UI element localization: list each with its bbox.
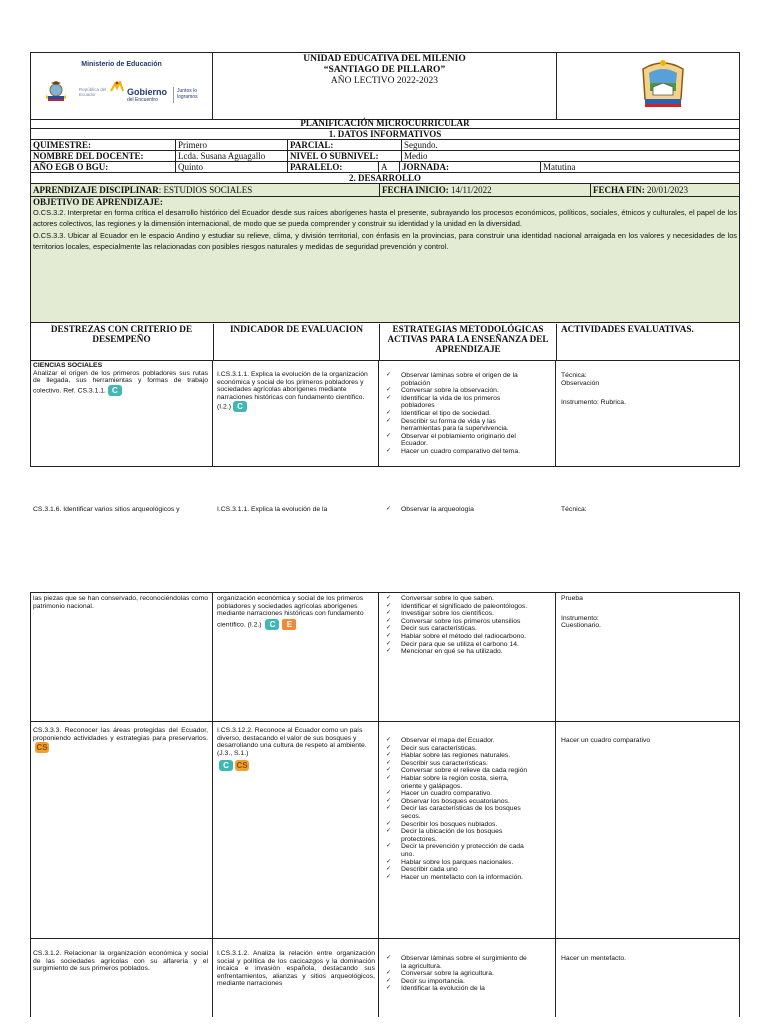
table-row-3-actividades: Hacer un cuadro comparativo [561,737,651,744]
column-divider [555,593,556,1017]
fecha-inicio-label: FECHA INICIO: [382,185,449,195]
criterion-c-icon: C [265,619,279,630]
section-development: 2. DESARROLLO [31,173,739,184]
government-name: Gobierno [127,87,167,97]
table-row-1-destreza [33,362,208,396]
objective-1: O.CS.3.2. Interpretar en forma crítica el desarrollo histórico del Ecuador desde sus raíces aborígenes hasta el presente, subrayando los procesos económicos, políticos, sociales, étnicos y culturales, el papel de los actores colectivos, las regiones y la dimensión internacional, de modo que se pueda comprender y construir su identidad y la unidad en la diversidad. [33,208,737,229]
quimestre-value: Primero [175,140,289,150]
table-row-2-actividades-start: Técnica: [561,506,587,513]
table-row-2-destreza: las piezas que se han conservado, reconociéndolas como patrimonio nacional. [33,595,208,610]
list-item: ✓ Observar la arqueología [381,506,531,514]
row-divider [31,938,739,939]
list-item: ✓ Decir para que se utiliza el carbono 14. [381,641,531,649]
page-2 [30,592,740,1017]
logo-separator [173,87,174,103]
table-row-1-actividades [561,372,731,407]
criterion-c-icon: C [219,760,233,771]
table-row-2-destreza-start: CS.3.1.6. Identificar varios sitios arqueológicos y [33,506,180,513]
list-item: ✓ Conversar sobre la observación. [381,387,531,395]
row-divider [31,721,739,722]
list-item: ✓ Identificar el significado de paleontólogos. [381,603,531,611]
list-item: ✓ Describir su forma de vida y las herramientas para la supervivencia. [381,418,531,433]
aprendizaje-label: APRENDIZAJE DISCIPLINAR [33,185,159,195]
instrument-value: Cuestionario. [561,622,602,630]
table-row-4-estrategias [381,955,531,993]
instrument-label: Instrumento: Rubrica. [561,399,626,407]
docente-label: NOMBRE DEL DOCENTE: [33,151,144,161]
table-row-2-indicador-start: I.CS.3.1.1. Explica la evolución de la [217,506,328,513]
objective-2: O.CS.3.3. Ubicar al Ecuador en le espacio Andino y estudiar su relieve, clima, y división territorial, con énfasis en la provincias, para construir una identidad nacional arraigada en los valores y necesidades de los territorios locales, especialmente las relacionadas con posibles riesgos naturales y medidas de seguridad prevención y control. [33,230,737,251]
list-item: ✓ Hacer un mentefacto con la información. [381,874,531,882]
paralelo-label: PARALELO: [287,162,380,172]
table-row-4-actividades: Hacer un mentefacto. [561,955,626,962]
government-slogan: Juntos lo logramos [177,88,198,100]
table-row-2-estrategias [381,595,531,656]
list-item: ✓ Describir cada uno [381,866,531,874]
column-divider [212,593,213,1017]
school-logo-block [556,53,739,119]
fecha-inicio-value: 14/11/2022 [451,185,492,195]
list-item: ✓ Observar el mapa del Ecuador. [381,737,531,745]
list-item: ✓ Identificar el tipo de sociedad. [381,410,531,418]
list-item: ✓ Decir sus características. [381,745,531,753]
aprendizaje-cell [31,184,380,196]
list-item: ✓ Decir la ubicación de los bosques protectores. [381,828,531,843]
table-row-2-estrategias-start [381,506,531,514]
list-item: ✓ Hacer un cuadro comparativo. [381,790,531,798]
anio-value: Quinto [175,162,289,172]
government-small-text: República del Ecuador [79,87,107,97]
list-item: ✓ Observar el poblamiento originario del Ecuador. [381,433,531,448]
header-indicador: INDICADOR DE EVALUACION [213,324,379,360]
objective-block [31,197,739,323]
list-item: ✓ Hacer un cuadro comparativo del tema. [381,448,531,456]
list-item: ✓ Observar los bosques ecuatorianos. [381,798,531,806]
list-item: ✓ Observar láminas sobre el surgimiento de la agricultura. [381,955,531,970]
school-year: AÑO LECTIVO 2022-2023 [330,76,439,86]
quimestre-label: QUIMESTRE: [33,140,92,150]
column-divider [555,361,556,466]
fecha-fin-cell [590,184,739,196]
header-estrategias: ESTRATEGIAS METODOLÓGICAS ACTIVAS PARA LA ENSEÑANZA DEL APRENDIZAJE [379,324,556,360]
list-item: ✓ Decir su importancia. [381,978,531,986]
table-row-3-destreza: CS.3.3.3. Reconocer las áreas protegidas del Ecuador, proponiendo actividades y estrategias para preservarlos.CS [33,727,208,753]
list-item: ✓ Conversar sobre los primeros utensilios [381,618,531,626]
table-body-page-2 [31,593,739,1017]
nivel-label: NIVEL O SUBNIVEL: [287,151,403,161]
school-name: UNIDAD EDUCATIVA DEL MILENIO [303,54,466,64]
fecha-inicio-cell [379,184,592,196]
subject-label: CIENCIAS SOCIALES [33,362,103,369]
table-header [31,324,739,361]
nivel-value: Medio [401,151,739,161]
column-divider [212,361,213,466]
list-item: ✓ Mencionar en qué se ha utilizado. [381,648,531,656]
parcial-value: Segundo. [401,140,739,150]
technique-value: Observación [561,379,600,387]
table-row-4-destreza: CS.3.1.2. Relacionar la organización económica y social de las sociedades agrícolas con su alfarería y el surgimiento de sus primeros poblados. [33,950,208,973]
list-item: ✓ Identificar la vida de los primeros pobladores [381,395,531,410]
list-item: ✓ Decir las características de los bosques secos. [381,805,531,820]
jornada-value: Matutina [540,162,739,172]
fecha-fin-label: FECHA FIN: [593,185,645,195]
school-title-block [213,53,556,120]
table-row-3-indicador: I.CS.3.12.2. Reconoce al Ecuador como un país diverso, destacando el valor de sus bosques y desarrollando una cultura de respeto al ambiente. (J.3., S.1.) C CS [217,727,375,771]
criterion-e-icon: E [281,618,297,631]
list-item: ✓ Conversar sobre el relieve da cada región [381,767,531,775]
school-city: “SANTIAGO DE PILLARO” [323,65,446,75]
objective-title: OBJETIVO DE APRENDIZAJE: [33,197,163,207]
table-row-2-actividades [561,595,731,630]
section-informative-data: 1. DATOS INFORMATIVOS [31,129,739,140]
document-header [31,52,739,120]
technique-value: Prueba [561,595,583,602]
table-row-4-indicador: I.CS.3.1.2. Analiza la relación entre organización social y política de los cacicazgos y la dominación incaica e invasión española, destacando sus enfrentamientos, alianzas y sitios arqueológicos, mediante narraciones [217,950,375,988]
list-item: ✓ Observar láminas sobre el origen de la población [381,372,531,387]
fecha-fin-value: 20/01/2023 [647,185,689,195]
list-item: ✓ Investigar sobre los científicos. [381,610,531,618]
anio-label: AÑO EGB O BGU: [33,162,109,172]
table-row-1-estrategias [381,372,531,456]
aprendizaje-value: : ESTUDIOS SOCIALES [158,185,253,195]
table-row-1-indicador: I.CS.3.1.1. Explica la evolución de la organización económica y social de los primeros pobladores y sociedades agrícolas aborígenes mediante narraciones históricas con fundamento científico. (I.2.) C [217,371,368,412]
ecuador-coat-of-arms-icon [45,81,67,105]
government-subtitle: del Encuentro [127,97,158,103]
list-item: ✓ Decir la prevención y protección de cada uno. [381,843,531,858]
technique-label: Técnica: [561,372,587,379]
column-divider [378,361,379,466]
table-body-page-1 [31,361,739,513]
docente-value: Lcda. Susana Aguagallo [175,151,289,161]
criterion-c-icon: C [108,385,122,396]
header-actividades: ACTIVIDADES EVALUATIVAS. [556,324,739,360]
criterion-c-icon: C [233,401,247,412]
list-item: ✓ Conversar sobre la agricultura. [381,970,531,978]
row-aprendizaje [31,184,739,197]
row-docente [31,151,739,162]
list-item: ✓ Hablar sobre el método del radiocarbono. [381,633,531,641]
jornada-label: JORNADA: [399,162,542,172]
ministry-name: Ministerio de Educación [81,61,162,68]
row-quimestre [31,140,739,151]
table-row-3-estrategias [381,737,531,881]
list-item: ✓ Identificar la evolución de la [381,985,531,993]
table-row-2-indicador: organización económica y social de los primeros pobladores y sociedades agrícolas aborígenes mediante narraciones históricas con fundamento científico. (I.2.) C E [217,595,364,629]
list-item: ✓ Hablar sobre los parques nacionales. [381,859,531,867]
spacer [561,387,731,399]
school-crest-icon [635,55,691,115]
list-item: ✓ Decir sus características. [381,625,531,633]
destreza-text: Analizar el origen de los primeros pobladores sus rutas de llegada, sus herramientas y formas de trabajo colectivo. Ref. CS.3.1.1. C [33,369,208,395]
list-item: ✓ Conversar sobre lo que saben. [381,595,531,603]
paralelo-value: A [378,162,401,172]
parcial-label: PARCIAL: [287,140,403,150]
instrument-label: Instrumento: [561,614,599,622]
criterion-cs-icon: CS [236,761,248,771]
badge-group [217,760,375,771]
plan-title: PLANIFICACIÓN MICROCURRICULAR [31,118,739,129]
spacer [561,603,731,615]
column-divider [378,593,379,1017]
header-destrezas: DESTREZAS CON CRITERIO DE DESEMPEÑO [50,324,193,344]
gobierno-mark-icon [109,81,125,93]
list-item: ✓ Hablar sobre la región costa, sierra, oriente y galápagos. [381,775,531,790]
page-1 [30,52,740,513]
government-logo [43,81,213,111]
list-item: ✓ Describir sus características. [381,760,531,768]
row-anio [31,162,739,173]
ministry-logo-block [31,53,213,119]
list-item: ✓ Describir los bosques nublados. [381,821,531,829]
criterion-cs-icon: CS [36,743,48,753]
list-item: ✓ Hablar sobre las regiones naturales. [381,752,531,760]
